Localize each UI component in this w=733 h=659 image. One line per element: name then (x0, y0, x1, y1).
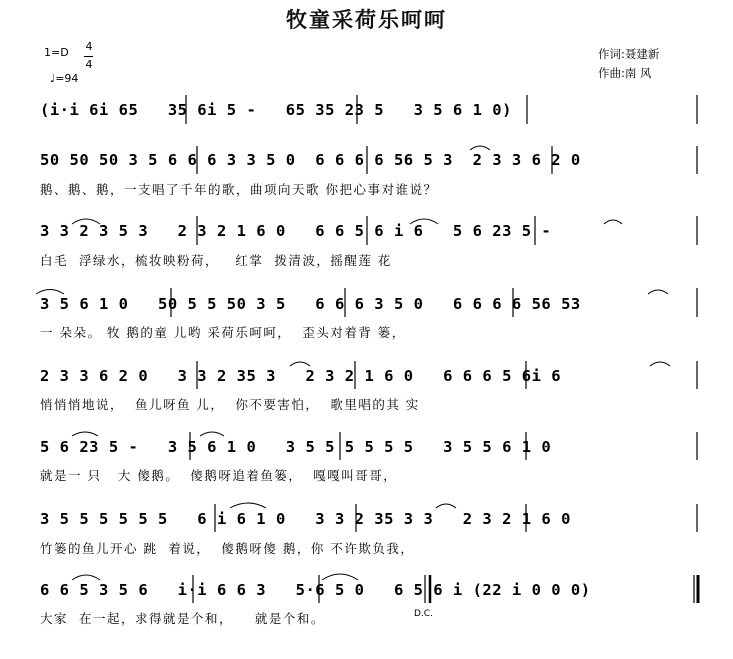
melody-line-4: 3 5 6 1 0 50 5 5 50 3 5 6 6 6 3 5 0 6 6 6 6 56 53 (40, 295, 581, 313)
lyric-line-2: 白毛 浮绿水，梳妆映粉荷， 红掌 拨清波，摇醒莲 花 (40, 253, 392, 268)
tempo-marking: ♩=94 (50, 72, 79, 85)
lyric-line-1: 鹅、鹅、鹅，一支唱了千年的歌，曲项向天歌 你把心事对谁说？ (40, 182, 438, 197)
time-signature-top: 4 (85, 40, 93, 53)
lyric-line-3: 一 朵朵。 牧 鹅的童 儿哟 采荷乐呵呵， 歪头对着背 篓， (40, 325, 406, 340)
melody-line-6: 5 6 23 5 - 3 5 6 1 0 3 5 5 5 5 5 5 3 5 5 6 1 0 (40, 438, 552, 456)
song-title: 牧童采荷乐呵呵 (286, 8, 447, 32)
time-signature-bottom: 4 (85, 58, 93, 71)
melody-line-5: 2 3 3 6 2 0 3 3 2 35 3 2 3 2 1 6 0 6 6 6 5 6i 6 (40, 367, 562, 385)
da-capo-mark: D.C. (414, 609, 433, 619)
lyric-line-5: 就是一 只 大 傻鹅。 傻鹅呀追着鱼篓， 嘎嘎叫哥哥， (40, 468, 398, 483)
melody-line-3: 3 3 2 3 5 3 2 3 2 1 6 0 6 6 5 6 i 6 5 6 23 5 - (40, 222, 552, 240)
lyric-line-4: 悄悄悄地说， 鱼儿呀鱼 儿， 你不要害怕， 歌里唱的其 实 (40, 397, 420, 412)
composer-credit: 作曲:南 风 (598, 66, 652, 80)
melody-line-7: 3 5 5 5 5 5 5 6 i 6 1 0 3 3 2 35 3 3 2 3 2 1 6 0 (40, 510, 571, 528)
lyric-line-7: 大家 在一起，求得就是个和， 就是个和。 (40, 611, 325, 626)
melody-line-2: 50 50 50 3 5 6 6 6 3 3 5 0 6 6 6 6 56 5 3 2 3 3 6 2 0 (40, 151, 581, 169)
time-signature-divider (84, 56, 93, 57)
melody-line-8: 6 6 5 3 5 6 i·i 6 6 3 5·6 5 0 6 5 6 i (22 i 0 0 0) (40, 581, 591, 599)
key-signature: 1=D (44, 46, 69, 59)
lyricist-credit: 作词:聂建新 (598, 47, 660, 61)
lyric-line-6: 竹篓的鱼儿开心 跳 着说， 傻鹅呀傻 鹅，你 不许欺负我， (40, 541, 415, 556)
melody-line-1: (i·i 6i 65 35 6i 5 - 65 35 23 5 3 5 6 1 0) (40, 101, 512, 119)
